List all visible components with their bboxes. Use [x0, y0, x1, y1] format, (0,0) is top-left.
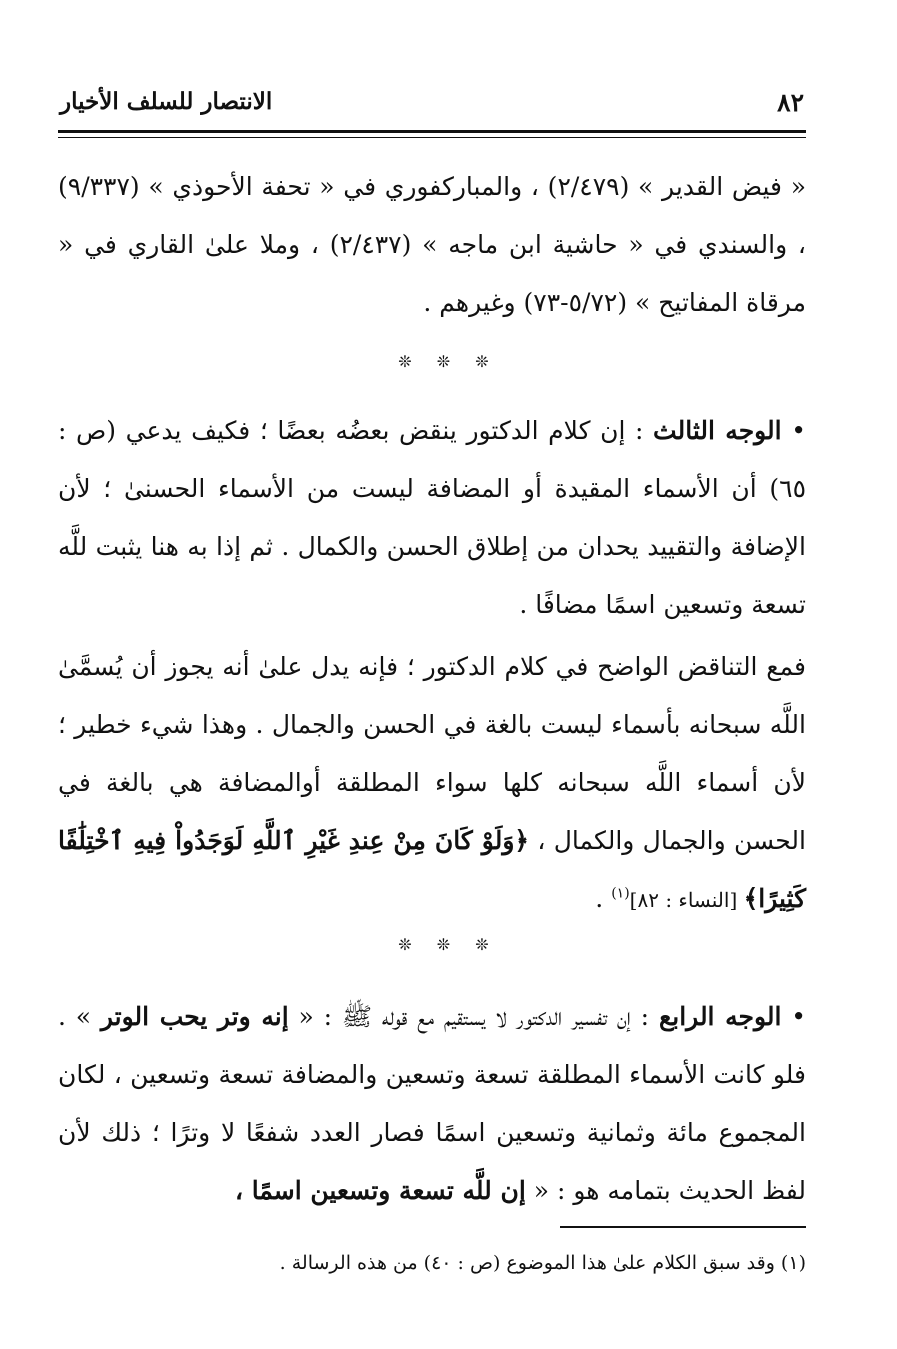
page-number: ٨٢ [777, 88, 804, 117]
section-separator: ❊ ❊ ❊ [398, 935, 499, 954]
paragraph-text: فمع التناقض الواضح في كلام الدكتور ؛ فإنه يدل علىٰ أنه يجوز أن يُسمَّىٰ اللَّه سبحانه بأسماء ليست بالغة في الحسن والجمال . وهذا شيء خطير ؛ لأن أسماء اللَّه سبحانه كلها سواء المطلقة أوالمضافة هي بالغة في الحسن والجمال والكمال ، [58, 652, 806, 855]
footnote-rule [560, 1226, 806, 1228]
section-text: : إن تفسير الدكتور لا يستقيم مع قوله ﷺ : « [288, 1002, 659, 1031]
header-rule-thick [58, 130, 806, 133]
verse-bracket-open: ﴿ [514, 826, 530, 855]
footnote-marker: (١) [611, 885, 630, 902]
paragraph-contradiction [58, 638, 806, 929]
verse-bracket-close: ﴾ [743, 884, 759, 913]
paragraph-intro: « فيض القدير » (٢/٤٧٩) ، والمباركفوري في « تحفة الأحوذي » (٩/٣٣٧) ، والسندي في « حاشية ابن ماجه » (٢/٤٣٧) ، وملا علىٰ القاري في « مرقاة المفاتيح » (٥/٧٢-٧٣) وغيرهم . [58, 172, 806, 317]
bullet: • [791, 416, 806, 445]
quran-verse: وَلَوْ كَانَ مِنْ عِندِ غَيْرِ ٱللَّهِ لَوَجَدُواْ فِيهِ ٱخْتِلَٰفًا كَثِيرًا [58, 826, 806, 913]
footnote: (١) وقد سبق الكلام علىٰ هذا الموضوع (ص : ٤٠) من هذه الرسالة . [279, 1252, 806, 1274]
verse-reference: [النساء : ٨٢] [629, 888, 744, 912]
hadith-quote: إنه وتر يحب الوتر [100, 1002, 289, 1031]
section-heading: الوجه الرابع [658, 1002, 782, 1031]
running-title: الانتصار للسلف الأخيار [60, 88, 273, 115]
bullet: • [791, 1002, 806, 1031]
header-rule-thin [58, 137, 806, 138]
paragraph-end: . [595, 884, 612, 913]
section-separator: ❊ ❊ ❊ [398, 352, 499, 371]
page-header [58, 78, 806, 118]
section-four [58, 988, 806, 1220]
section-heading: الوجه الثالث [653, 416, 782, 445]
section-text: : إن كلام الدكتور ينقض بعضُه بعضًا ؛ فكيف يدعي (ص : ٦٥) أن الأسماء المقيدة أو المضافة ليست من الأسماء الحسنىٰ ؛ لأن الإضافة والتقييد يحدان من إطلاق الحسن والكمال . ثم إذا به هنا يثبت للَّه تسعة وتسعين اسمًا مضافًا . [58, 416, 806, 619]
section-text: » . فلو كانت الأسماء المطلقة تسعة وتسعين والمضافة تسعة وتسعين ، لكان المجموع مائة وثمانية وتسعين اسمًا فصار العدد شفعًا لا وترًا ؛ ذلك لأن لفظ الحديث بتمامه هو : « [58, 1002, 806, 1205]
hadith-quote: إن للَّه تسعة وتسعين اسمًا ، [234, 1176, 526, 1205]
section-three [58, 402, 806, 634]
